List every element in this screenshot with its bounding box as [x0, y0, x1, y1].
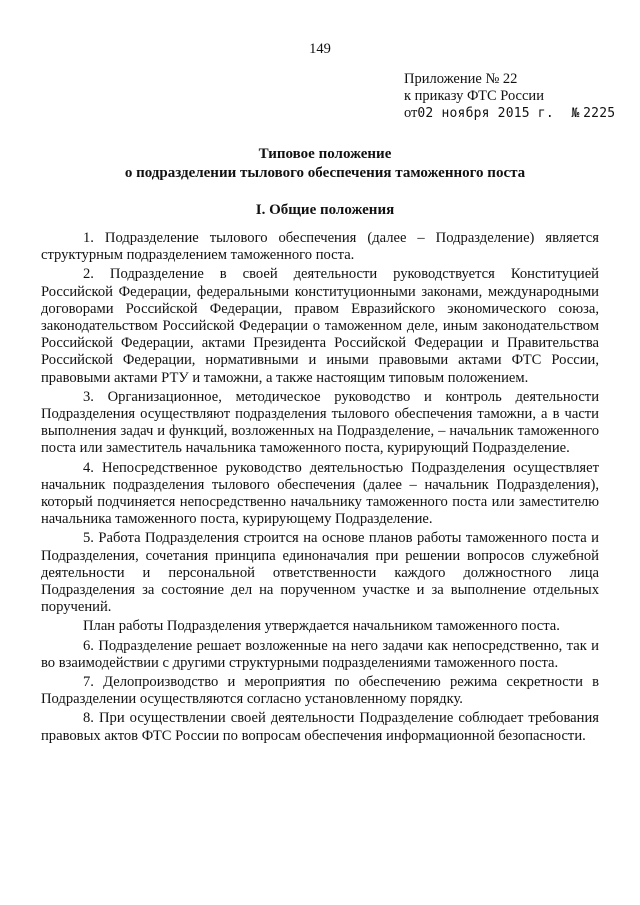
appendix-number-sign: №	[571, 106, 580, 121]
appendix-order-reference: к приказу ФТС России	[404, 88, 544, 104]
appendix-date-prefix: от	[404, 105, 418, 121]
paragraph-2: 2. Подразделение в своей деятельности руководствуется Конституцией Российской Федерации, федеральными конституционными законами, международными договорами Российской Федерации, правом Евразийского экономического союза, законодательством Российской Федерации о таможенном деле, иным законодательством Российской Федерации, актами Президента Российской Федерации и Правительства Российской Федерации, нормативными и иными правовыми актами ФТС России, правовыми актами РТУ и таможни, а также настоящим типовым положением.	[41, 266, 599, 386]
paragraph-5-plan: План работы Подразделения утверждается начальником таможенного поста.	[83, 618, 560, 635]
section-heading: I. Общие положения	[255, 202, 395, 218]
paragraph-1: 1. Подразделение тылового обеспечения (далее – Подразделение) является структурным подразделением таможенного поста.	[41, 230, 599, 264]
paragraph-7: 7. Делопроизводство и мероприятия по обеспечению режима секретности в Подразделении осуществляются согласно установленному порядку.	[41, 674, 599, 708]
paragraph-8: 8. При осуществлении своей деятельности Подразделение соблюдает требования правовых актов ФТС России по вопросам обеспечения информационной безопасности.	[41, 710, 599, 744]
appendix-order-number: 2225	[583, 106, 616, 121]
paragraph-4: 4. Непосредственное руководство деятельностью Подразделения осуществляет начальник подразделения тылового обеспечения (далее – начальник Подразделения), который подчиняется непосредственно начальнику таможенного поста или заместителю начальника таможенного поста, курирующему Подразделение.	[41, 459, 599, 528]
appendix-date-stamp: 02 ноября 2015 г.	[417, 106, 554, 121]
document-body	[41, 230, 599, 745]
title-line-1: Типовое положение	[258, 146, 392, 162]
paragraph-6: 6. Подразделение решает возложенные на него задачи как непосредственно, так и во взаимодействии с другими структурными подразделениями таможенного поста.	[41, 637, 599, 671]
title-line-2: о подразделении тылового обеспечения таможенного поста	[124, 165, 526, 181]
page-number: 149	[309, 41, 331, 57]
appendix-label: Приложение № 22	[404, 71, 518, 87]
paragraph-5: 5. Работа Подразделения строится на основе планов работы таможенного поста и Подразделения, сочетания принципа единоначалия при решении вопросов служебной деятельности и персональной ответственности каждого должностного лица Подразделения за состояние дел на порученном участке и за выполнение отдельных поручений.	[41, 530, 599, 616]
paragraph-3: 3. Организационное, методическое руководство и контроль деятельности Подразделения осуществляют подразделения тылового обеспечения таможни, а в части выполнения задач и функций, возложенных на Подразделение, – начальник таможенного поста или заместитель начальника таможенного поста, курирующий Подразделение.	[41, 388, 599, 457]
document-title	[40, 145, 610, 183]
appendix-header	[404, 71, 634, 122]
appendix-date-line	[404, 105, 634, 122]
